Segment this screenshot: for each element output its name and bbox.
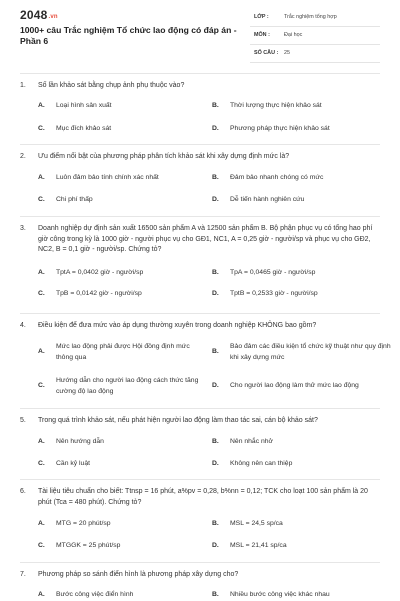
divider: [20, 562, 380, 563]
option-letter: D.: [212, 196, 219, 203]
option-text: MTG = 20 phút/sp: [56, 520, 111, 527]
option-text: TptA = 0,0402 giờ - người/sp: [56, 269, 144, 276]
option-letter: A.: [38, 102, 45, 109]
option-letter: D.: [212, 460, 219, 467]
option-text: Hướng dẫn cho người lao động cách thức tăng cường độ lao động: [56, 377, 199, 395]
option-letter: B.: [212, 102, 219, 109]
option-text: Chi phí thấp: [56, 196, 93, 203]
question-number: 6.: [20, 488, 26, 495]
option-letter: B.: [212, 174, 219, 181]
option-text: TpB = 0,0142 giờ - người/sp: [56, 290, 142, 297]
question-number: 3.: [20, 225, 26, 232]
info-label: MÔN :: [254, 32, 270, 38]
divider: [20, 408, 380, 409]
option-letter: B.: [212, 438, 219, 445]
option-letter: C.: [38, 125, 45, 132]
option-letter: C.: [38, 196, 45, 203]
info-value: 25: [284, 50, 290, 56]
option-letter: D.: [212, 125, 219, 132]
option-text: TpA = 0,0465 giờ - người/sp: [230, 269, 316, 276]
logo-suffix: .vn: [48, 14, 58, 20]
option-letter: A.: [38, 174, 45, 181]
question-stem: Điều kiện để đưa mức vào áp dụng thường xuyên trong doanh nghiệp KHÔNG bao gồm?: [38, 322, 317, 329]
option-letter: A.: [38, 520, 45, 527]
option-text: Phương pháp thực hiện khảo sát: [230, 125, 330, 132]
option-letter: A.: [38, 591, 45, 598]
question-stem: Ưu điểm nổi bật của phương pháp phân tích khảo sát khi xây dựng định mức là?: [38, 153, 290, 160]
info-panel: [250, 12, 380, 63]
question-number: 2.: [20, 153, 26, 160]
option-letter: B.: [212, 269, 219, 276]
option-text: Cần kỷ luật: [56, 460, 91, 467]
question-number: 5.: [20, 417, 26, 424]
option-text: TptB = 0,2533 giờ - người/sp: [230, 290, 318, 297]
option-letter: C.: [38, 290, 45, 297]
option-text: Thời lượng thực hiện khảo sát: [230, 102, 322, 109]
option-letter: A.: [38, 348, 45, 355]
option-letter: C.: [38, 542, 45, 549]
question-number: 4.: [20, 322, 26, 329]
option-letter: B.: [212, 591, 219, 598]
option-letter: A.: [38, 269, 45, 276]
option-text: Bước công việc điển hình: [56, 591, 134, 598]
question-stem: Doanh nghiệp dự định sản xuất 16500 sản phẩm A và 12500 sản phẩm B. Bộ phận phục vụ có tổng hao phí giờ công trong kỳ là 1000 giờ - người phục vụ cho GĐ1, NC1, A = 0,25 giờ - người/sp và phục vụ cho GĐ2, NC2, B = 0,1 giờ - người/sp. Chứng tỏ?: [38, 225, 373, 253]
divider: [20, 313, 380, 314]
option-text: MSL = 21,41 sp/ca: [230, 542, 287, 549]
option-letter: C.: [38, 382, 45, 389]
option-letter: A.: [38, 438, 45, 445]
option-text: Luôn đảm bảo tính chính xác nhất: [56, 174, 159, 181]
option-text: Nên hướng dẫn: [56, 438, 104, 445]
question-number: 7.: [20, 571, 26, 578]
option-text: MSL = 24,5 sp/ca: [230, 520, 283, 527]
option-text: Loại hình sản xuất: [56, 102, 112, 109]
option-letter: D.: [212, 382, 219, 389]
option-letter: B.: [212, 520, 219, 527]
option-text: Nhiều bước công việc khác nhau: [230, 591, 330, 598]
question-stem: Tài liệu tiêu chuẩn cho biết: Ttnsp = 16 phút, a%pv = 0,28, b%nn = 0,12; TCK cho loạt 100 sản phẩm là 20 phút (Tca = 480 phút). Chứng tỏ?: [38, 488, 368, 506]
logo-text: 2048: [20, 8, 48, 22]
option-letter: D.: [212, 290, 219, 297]
info-value: Trắc nghiệm tổng hợp: [284, 14, 337, 20]
option-text: Bảo đảm các điều kiện tổ chức kỹ thuật như quy định khi xây dựng mức: [230, 343, 391, 361]
option-text: Mức lao động phải được Hội đồng định mức thông qua: [56, 343, 190, 361]
option-text: Dễ tiến hành nghiên cứu: [230, 196, 305, 203]
question-stem: Phương pháp so sánh điển hình là phương pháp xây dựng cho?: [38, 571, 239, 578]
question-stem: Số lần khảo sát bằng chụp ảnh phụ thuộc vào?: [38, 82, 185, 89]
divider: [20, 479, 380, 480]
document-header: [0, 0, 400, 66]
option-text: MTGGK = 25 phút/sp: [56, 542, 121, 549]
site-logo[interactable]: [20, 8, 58, 22]
option-text: Nên nhắc nhở: [230, 438, 274, 445]
question-number: 1.: [20, 82, 26, 89]
option-text: Cho người lao động làm thử mức lao động: [230, 382, 359, 389]
info-row-subject: [250, 30, 380, 45]
document-title: 1000+ câu Trắc nghiệm Tổ chức lao động có đáp án - Phần 6: [20, 25, 237, 46]
divider: [20, 73, 380, 74]
option-letter: C.: [38, 460, 45, 467]
question-stem: Trong quá trình khảo sát, nếu phát hiện người lao động làm thao tác sai, cán bộ khảo sát?: [38, 417, 318, 424]
option-text: Không nên can thiệp: [230, 460, 293, 467]
option-letter: D.: [212, 542, 219, 549]
info-row-count: [250, 48, 380, 63]
info-value: Đại học: [284, 32, 303, 38]
option-letter: B.: [212, 348, 219, 355]
divider: [20, 216, 380, 217]
option-text: Đảm bảo nhanh chóng có mức: [230, 174, 324, 181]
option-text: Mục đích khảo sát: [56, 125, 112, 132]
info-label: SỐ CÂU :: [254, 50, 279, 56]
info-label: LỚP :: [254, 14, 269, 20]
divider: [20, 144, 380, 145]
info-row-class: [250, 12, 380, 27]
